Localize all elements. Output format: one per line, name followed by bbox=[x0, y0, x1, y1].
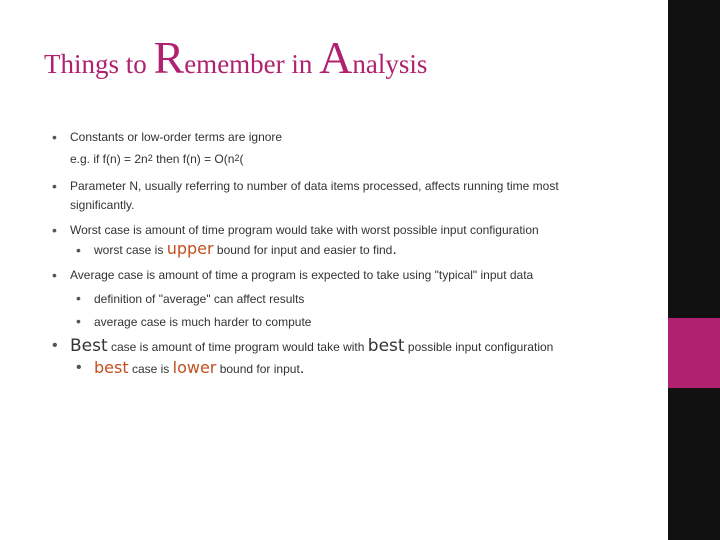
bullet-dot: • bbox=[52, 222, 57, 238]
worst-sub-period: . bbox=[392, 241, 397, 258]
bullet-dot: • bbox=[52, 178, 57, 194]
bullet-2-line-1: Parameter N, usually referring to number of data items processed, affects running time most bbox=[70, 179, 559, 193]
bullet-1-example bbox=[70, 152, 243, 167]
sub-bullet-dot: • bbox=[76, 359, 82, 376]
bullet-5-sub bbox=[94, 359, 304, 378]
bullet-3-sub bbox=[94, 239, 397, 258]
example-part-a: e.g. if f(n) = 2n bbox=[70, 152, 148, 166]
best-word-2: best bbox=[367, 336, 405, 356]
highlight-best: best bbox=[94, 358, 129, 377]
accent-block bbox=[668, 318, 720, 388]
title-letter-a: A bbox=[319, 32, 353, 83]
worst-sub-part-a: worst case is bbox=[94, 243, 167, 257]
slide-title bbox=[44, 28, 644, 94]
bullet-dot: • bbox=[52, 129, 57, 145]
sub-bullet-dot: • bbox=[76, 313, 81, 329]
bullet-dot: • bbox=[52, 267, 57, 283]
bullet-3-text: Worst case is amount of time program would take with worst possible input configuration bbox=[70, 223, 539, 237]
best-sub-period: . bbox=[299, 360, 305, 377]
bullet-4-text: Average case is amount of time a program is expected to take using "typical" input data bbox=[70, 268, 534, 282]
title-part-3: nalysis bbox=[352, 49, 428, 79]
bullet-4-sub-2: average case is much harder to compute bbox=[94, 315, 312, 329]
highlight-lower: lower bbox=[172, 358, 217, 377]
bullet-4-sub-1: definition of "average" can affect results bbox=[94, 292, 305, 306]
highlight-upper: upper bbox=[166, 239, 214, 258]
side-bar bbox=[668, 0, 720, 540]
bullet-1-text: Constants or low-order terms are ignore bbox=[70, 130, 283, 144]
title-letter-r: R bbox=[153, 32, 185, 83]
title-part-2: emember in bbox=[184, 49, 320, 79]
best-word: Best bbox=[70, 336, 108, 356]
example-part-b: then f(n) = O(n bbox=[152, 152, 235, 166]
best-part-tail: possible input configuration bbox=[404, 340, 554, 354]
title-part-1: Things to bbox=[44, 49, 154, 79]
example-superscript-2: 2 bbox=[234, 153, 240, 163]
worst-sub-part-b: bound for input and easier to find bbox=[213, 243, 393, 257]
sub-bullet-dot: • bbox=[76, 290, 81, 306]
sub-bullet-dot: • bbox=[76, 242, 81, 258]
best-sub-part-a: case is bbox=[128, 362, 173, 376]
bullet-5-text bbox=[70, 337, 553, 356]
best-sub-part-b: bound for input bbox=[216, 362, 300, 376]
example-part-c: ( bbox=[239, 152, 244, 166]
example-superscript-1: 2 bbox=[147, 153, 153, 163]
bullet-dot: • bbox=[52, 337, 58, 354]
best-part-mid: case is amount of time program would take with bbox=[107, 340, 368, 354]
bullet-2-line-2: significantly. bbox=[70, 198, 135, 212]
